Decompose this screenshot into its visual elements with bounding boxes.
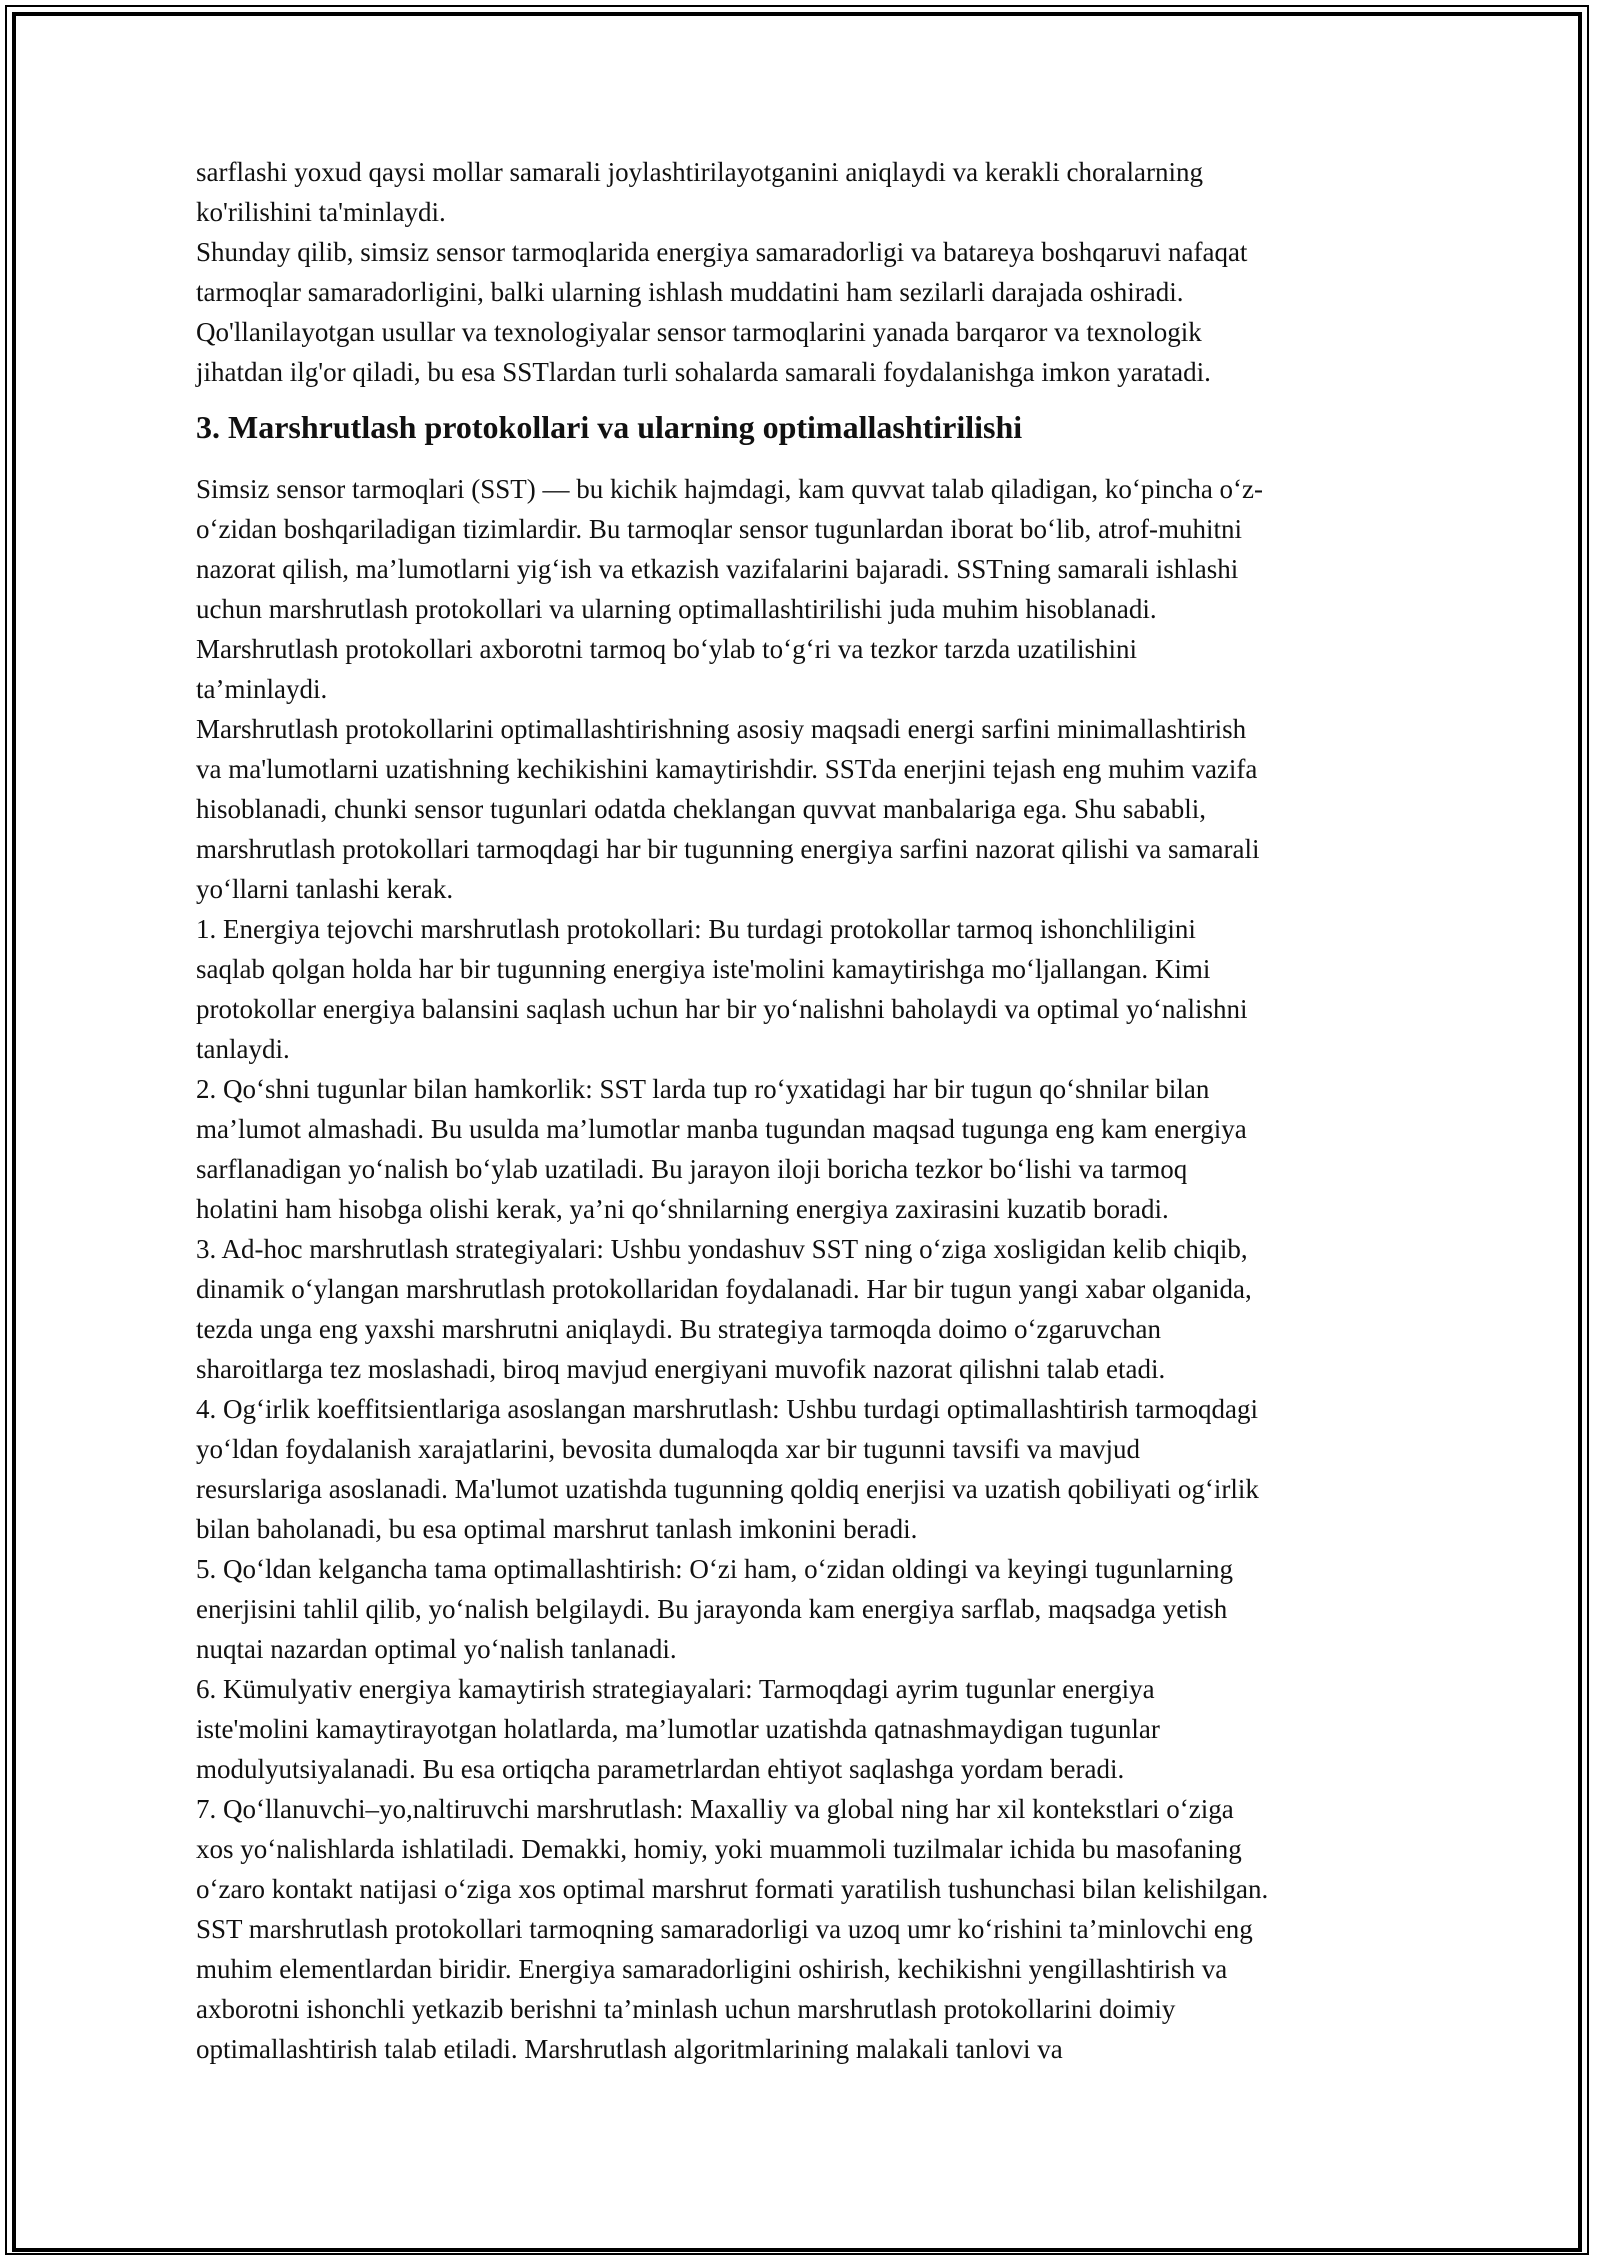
text-line: 1. Energiya tejovchi marshrutlash protokollari: Bu turdagi protokollar tarmoq ishonchliligini [196,914,1196,944]
text-line: yo‘ldan foydalanish xarajatlarini, bevosita dumaloqda xar bir tugunni tavsifi va mavjud [196,1434,1140,1464]
intro-paragraphs [196,152,1411,392]
text-line: resurslariga asoslanadi. Ma'lumot uzatishda tugunning qoldiq enerjisi va uzatish qobiliyati og‘irlik [196,1474,1259,1504]
text-line: o‘zidan boshqariladigan tizimlardir. Bu tarmoqlar sensor tugunlardan iborat bo‘lib, atrof-muhitni [196,514,1242,544]
text-line: dinamik o‘ylangan marshrutlash protokollaridan foydalanadi. Har bir tugun yangi xabar olganida, [196,1274,1252,1304]
section-body [196,469,1411,2069]
text-line: nuqtai nazardan optimal yo‘nalish tanlanadi. [196,1634,677,1664]
text-line: optimallashtirish talab etiladi. Marshrutlash algoritmlarining malakali tanlovi va [196,2034,1063,2064]
text-line: 2. Qo‘shni tugunlar bilan hamkorlik: SST larda tup ro‘yxatidagi har bir tugun qo‘shnilar bilan [196,1074,1210,1104]
text-line: muhim elementlardan biridir. Energiya samaradorligini oshirish, kechikishni yengillashtirish va [196,1954,1228,1984]
text-line: Shunday qilib, simsiz sensor tarmoqlarida energiya samaradorligi va batareya boshqaruvi nafaqat [196,237,1248,267]
text-line: nazorat qilish, ma’lumotlarni yig‘ish va etkazish vazifalarini bajaradi. SSTning samarali ishlashi [196,554,1239,584]
text-line: hisoblanadi, chunki sensor tugunlari odatda cheklangan quvvat manbalariga ega. Shu sababli, [196,794,1206,824]
text-line: tanlaydi. [196,1034,290,1064]
text-line: 5. Qo‘ldan kelgancha tama optimallashtirish: O‘zi ham, o‘zidan oldingi va keyingi tugunlarning [196,1554,1233,1584]
text-line: bilan baholanadi, bu esa optimal marshrut tanlash imkonini beradi. [196,1514,918,1544]
text-line: Qo'llanilayotgan usullar va texnologiyalar sensor tarmoqlarini yanada barqaror va texnologik [196,317,1202,347]
text-line: xos yo‘nalishlarda ishlatiladi. Demakki, homiy, yoki muammoli tuzilmalar ichida bu masofaning [196,1834,1242,1864]
text-line: jihatdan ilg'or qiladi, bu esa SSTlardan turli sohalarda samarali foydalanishga imkon yaratadi. [196,357,1211,387]
text-line: enerjisini tahlil qilib, yo‘nalish belgilaydi. Bu jarayonda kam energiya sarflab, maqsadga yetish [196,1594,1228,1624]
text-line: marshrutlash protokollari tarmoqdagi har bir tugunning energiya sarfini nazorat qilishi va samarali [196,834,1260,864]
text-line: Marshrutlash protokollarini optimallashtirishning asosiy maqsadi energi sarfini minimallashtirish [196,714,1247,744]
text-line: protokollar energiya balansini saqlash uchun har bir yo‘nalishni baholaydi va optimal yo‘nalishni [196,994,1248,1024]
text-line: sharoitlarga tez moslashadi, biroq mavjud energiyani muvofik nazorat qilishni talab etadi. [196,1354,1166,1384]
text-line: Marshrutlash protokollari axborotni tarmoq bo‘ylab to‘g‘ri va tezkor tarzda uzatilishini [196,634,1137,664]
text-line: modulyutsiyalanadi. Bu esa ortiqcha parametrlardan ehtiyot saqlashga yordam beradi. [196,1754,1125,1784]
text-line: SST marshrutlash protokollari tarmoqning samaradorligi va uzoq umr ko‘rishini ta’minlovchi eng [196,1914,1253,1944]
text-line: 6. Kümulyativ energiya kamaytirish strategiayalari: Tarmoqdagi ayrim tugunlar energiya [196,1674,1155,1704]
text-line: 4. Og‘irlik koeffitsientlariga asoslangan marshrutlash: Ushbu turdagi optimallashtirish tarmoqdagi [196,1394,1259,1424]
section-heading: 3. Marshrutlash protokollari va ularning optimallashtirilishi [196,409,1023,445]
text-line: o‘zaro kontakt natijasi o‘ziga xos optimal marshrut formati yaratilish tushunchasi bilan kelishilgan. [196,1874,1269,1904]
text-line: va ma'lumotlarni uzatishning kechikishini kamaytirishdir. SSTda enerjini tejash eng muhim vazifa [196,754,1258,784]
text-line: ko'rilishini ta'minlaydi. [196,197,446,227]
text-line: tezda unga eng yaxshi marshrutni aniqlaydi. Bu strategiya tarmoqda doimo o‘zgaruvchan [196,1314,1161,1344]
text-line: saqlab qolgan holda har bir tugunning energiya iste'molini kamaytirishga mo‘ljallangan. Kimi [196,954,1211,984]
text-line: sarflanadigan yo‘nalish bo‘ylab uzatiladi. Bu jarayon iloji boricha tezkor bo‘lishi va tarmoq [196,1154,1188,1184]
text-line: 3. Ad-hoc marshrutlash strategiyalari: Ushbu yondashuv SST ning o‘ziga xosligidan kelib chiqib, [196,1234,1248,1264]
text-line: axborotni ishonchli yetkazib berishni ta’minlash uchun marshrutlash protokollarini doimiy [196,1994,1176,2024]
text-line: 7. Qo‘llanuvchi–yo,naltiruvchi marshrutlash: Maxalliy va global ning har xil kontekstlari o‘ziga [196,1794,1234,1824]
text-line: sarflashi yoxud qaysi mollar samarali joylashtirilayotganini aniqlaydi va kerakli choralarning [196,157,1203,187]
text-line: iste'molini kamaytirayotgan holatlarda, ma’lumotlar uzatishda qatnashmaydigan tugunlar [196,1714,1160,1744]
document-body [196,152,1411,2069]
text-line: yo‘llarni tanlashi kerak. [196,874,454,904]
text-line: Simsiz sensor tarmoqlari (SST) — bu kichik hajmdagi, kam quvvat talab qiladigan, ko‘pincha o‘z- [196,474,1264,504]
text-line: tarmoqlar samaradorligini, balki ularning ishlash muddatini ham sezilarli darajada oshiradi. [196,277,1184,307]
text-line: ta’minlaydi. [196,674,328,704]
text-line: uchun marshrutlash protokollari va ularning optimallashtirilishi juda muhim hisoblanadi. [196,594,1157,624]
text-line: holatini ham hisobga olishi kerak, ya’ni qo‘shnilarning energiya zaxirasini kuzatib boradi. [196,1194,1169,1224]
text-line: ma’lumot almashadi. Bu usulda ma’lumotlar manba tugundan maqsad tugunga eng kam energiya [196,1114,1247,1144]
